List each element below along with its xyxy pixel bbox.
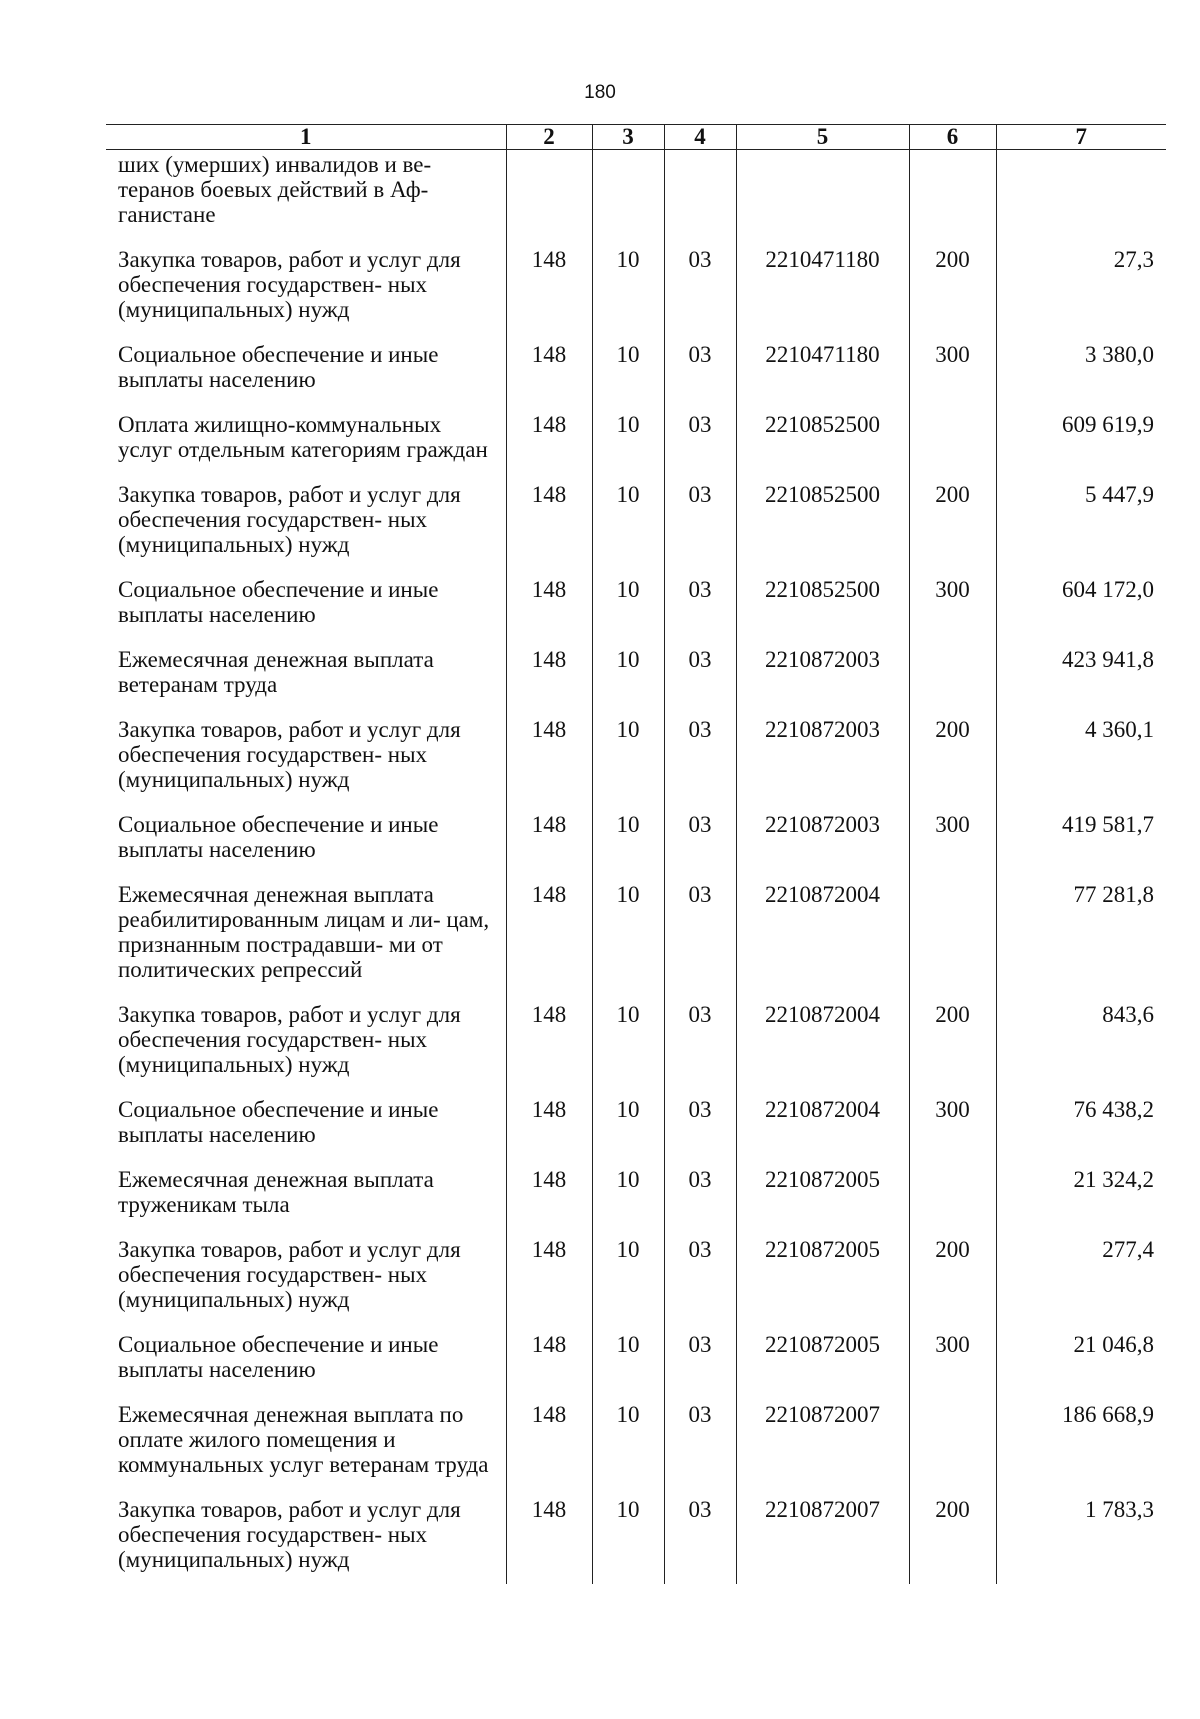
item-name-cell: Закупка товаров, работ и услуг для обеспечения государствен- ных (муниципальных) нужд [118,717,461,792]
expense-type-code-cell: 300 [909,806,996,876]
section-code-cell: 10 [592,996,664,1091]
column-header-6: 6 [909,125,996,150]
ministry-code-cell: 148 [506,996,592,1091]
expense-type-code-cell [909,1396,996,1491]
column-header-4: 4 [664,125,736,150]
item-name-cell: Оплата жилищно-коммунальных услуг отдельным категориям граждан [118,412,488,462]
subsection-code-cell: 03 [664,996,736,1091]
target-article-code-cell: 2210872007 [736,1396,909,1491]
budget-table [106,124,1166,1584]
expense-type-code-cell [909,1161,996,1231]
ministry-code-cell: 148 [506,876,592,996]
expense-type-code-cell [909,150,996,242]
table-row [106,1091,1166,1161]
expense-type-code-cell [909,876,996,996]
column-header-5: 5 [736,125,909,150]
section-code-cell: 10 [592,1326,664,1396]
target-article-code-cell: 2210872005 [736,1231,909,1326]
column-header-1: 1 [106,125,506,150]
section-code-cell: 10 [592,806,664,876]
target-article-code-cell: 2210852500 [736,406,909,476]
table-row [106,1231,1166,1326]
item-name-cell: Социальное обеспечение и иные выплаты населению [118,577,439,627]
subsection-code-cell: 03 [664,1396,736,1491]
expense-type-code-cell [909,641,996,711]
item-name-cell: Социальное обеспечение и иные выплаты населению [118,342,439,392]
target-article-code-cell: 2210872003 [736,806,909,876]
subsection-code-cell: 03 [664,241,736,336]
section-code-cell: 10 [592,1491,664,1584]
amount-cell: 186 668,9 [996,1396,1166,1491]
subsection-code-cell: 03 [664,336,736,406]
table-row [106,571,1166,641]
column-header-3: 3 [592,125,664,150]
column-header-2: 2 [506,125,592,150]
ministry-code-cell: 148 [506,571,592,641]
subsection-code-cell: 03 [664,1231,736,1326]
section-code-cell [592,150,664,242]
table-row [106,806,1166,876]
subsection-code-cell [664,150,736,242]
column-header-7: 7 [996,125,1166,150]
subsection-code-cell: 03 [664,1161,736,1231]
amount-cell: 21 324,2 [996,1161,1166,1231]
item-name-cell: Социальное обеспечение и иные выплаты населению [118,1097,439,1147]
amount-cell: 843,6 [996,996,1166,1091]
item-name-cell: Ежемесячная денежная выплата ветеранам труда [118,647,434,697]
item-name-cell: ших (умерших) инвалидов и ве- теранов боевых действий в Аф- ганистане [118,152,432,227]
item-name-cell: Ежемесячная денежная выплата по оплате жилого помещения и коммунальных услуг ветеранам труда [118,1402,489,1477]
ministry-code-cell: 148 [506,336,592,406]
section-code-cell: 10 [592,1091,664,1161]
table-row [106,1326,1166,1396]
table-body [106,150,1166,1585]
item-name-cell: Закупка товаров, работ и услуг для обеспечения государствен- ных (муниципальных) нужд [118,1497,461,1572]
ministry-code-cell: 148 [506,1091,592,1161]
table-row [106,641,1166,711]
expense-type-code-cell: 200 [909,1231,996,1326]
page-number: 180 [584,82,616,103]
table-row [106,476,1166,571]
section-code-cell: 10 [592,1161,664,1231]
amount-cell: 76 438,2 [996,1091,1166,1161]
subsection-code-cell: 03 [664,876,736,996]
header-row [106,125,1166,150]
subsection-code-cell: 03 [664,1491,736,1584]
section-code-cell: 10 [592,711,664,806]
ministry-code-cell: 148 [506,1396,592,1491]
amount-cell: 604 172,0 [996,571,1166,641]
subsection-code-cell: 03 [664,571,736,641]
amount-cell: 4 360,1 [996,711,1166,806]
ministry-code-cell: 148 [506,711,592,806]
amount-cell: 419 581,7 [996,806,1166,876]
table-row [106,150,1166,242]
item-name-cell: Ежемесячная денежная выплата труженикам тыла [118,1167,434,1217]
amount-cell: 423 941,8 [996,641,1166,711]
expense-type-code-cell: 200 [909,996,996,1091]
expense-type-code-cell: 300 [909,571,996,641]
table-row [106,406,1166,476]
ministry-code-cell: 148 [506,1231,592,1326]
item-name-cell: Закупка товаров, работ и услуг для обеспечения государствен- ных (муниципальных) нужд [118,247,461,322]
subsection-code-cell: 03 [664,711,736,806]
section-code-cell: 10 [592,641,664,711]
section-code-cell: 10 [592,241,664,336]
amount-cell: 3 380,0 [996,336,1166,406]
target-article-code-cell: 2210872007 [736,1491,909,1584]
amount-cell: 1 783,3 [996,1491,1166,1584]
ministry-code-cell: 148 [506,476,592,571]
target-article-code-cell: 2210872004 [736,996,909,1091]
section-code-cell: 10 [592,336,664,406]
subsection-code-cell: 03 [664,1326,736,1396]
target-article-code-cell: 2210852500 [736,571,909,641]
expense-type-code-cell: 200 [909,1491,996,1584]
ministry-code-cell: 148 [506,1161,592,1231]
expense-type-code-cell [909,406,996,476]
table-row [106,1396,1166,1491]
subsection-code-cell: 03 [664,1091,736,1161]
section-code-cell: 10 [592,1396,664,1491]
amount-cell: 77 281,8 [996,876,1166,996]
target-article-code-cell: 2210872005 [736,1326,909,1396]
amount-cell [996,150,1166,242]
expense-type-code-cell: 200 [909,241,996,336]
amount-cell: 5 447,9 [996,476,1166,571]
table-row [106,876,1166,996]
target-article-code-cell: 2210872003 [736,711,909,806]
target-article-code-cell: 2210471180 [736,241,909,336]
ministry-code-cell: 148 [506,406,592,476]
section-code-cell: 10 [592,571,664,641]
amount-cell: 27,3 [996,241,1166,336]
target-article-code-cell: 2210872005 [736,1161,909,1231]
target-article-code-cell: 2210852500 [736,476,909,571]
target-article-code-cell: 2210872004 [736,876,909,996]
ministry-code-cell: 148 [506,1491,592,1584]
subsection-code-cell: 03 [664,641,736,711]
table-row [106,1491,1166,1584]
table-row [106,996,1166,1091]
ministry-code-cell: 148 [506,1326,592,1396]
subsection-code-cell: 03 [664,406,736,476]
table-row [106,711,1166,806]
amount-cell: 609 619,9 [996,406,1166,476]
section-code-cell: 10 [592,1231,664,1326]
expense-type-code-cell: 300 [909,336,996,406]
section-code-cell: 10 [592,406,664,476]
item-name-cell: Социальное обеспечение и иные выплаты населению [118,1332,439,1382]
target-article-code-cell [736,150,909,242]
expense-type-code-cell: 300 [909,1326,996,1396]
table-row [106,241,1166,336]
amount-cell: 21 046,8 [996,1326,1166,1396]
table-row [106,1161,1166,1231]
amount-cell: 277,4 [996,1231,1166,1326]
subsection-code-cell: 03 [664,806,736,876]
ministry-code-cell [506,150,592,242]
subsection-code-cell: 03 [664,476,736,571]
ministry-code-cell: 148 [506,806,592,876]
item-name-cell: Закупка товаров, работ и услуг для обеспечения государствен- ных (муниципальных) нужд [118,1237,461,1312]
expense-type-code-cell: 200 [909,476,996,571]
item-name-cell: Закупка товаров, работ и услуг для обеспечения государствен- ных (муниципальных) нужд [118,1002,461,1077]
item-name-cell: Закупка товаров, работ и услуг для обеспечения государствен- ных (муниципальных) нужд [118,482,461,557]
section-code-cell: 10 [592,476,664,571]
target-article-code-cell: 2210471180 [736,336,909,406]
expense-type-code-cell: 200 [909,711,996,806]
expense-type-code-cell: 300 [909,1091,996,1161]
ministry-code-cell: 148 [506,641,592,711]
table-row [106,336,1166,406]
ministry-code-cell: 148 [506,241,592,336]
target-article-code-cell: 2210872004 [736,1091,909,1161]
item-name-cell: Ежемесячная денежная выплата реабилитированным лицам и ли- цам, признанным пострадавши- ми от политических репрессий [118,882,490,982]
item-name-cell: Социальное обеспечение и иные выплаты населению [118,812,439,862]
section-code-cell: 10 [592,876,664,996]
table-header [106,125,1166,150]
target-article-code-cell: 2210872003 [736,641,909,711]
